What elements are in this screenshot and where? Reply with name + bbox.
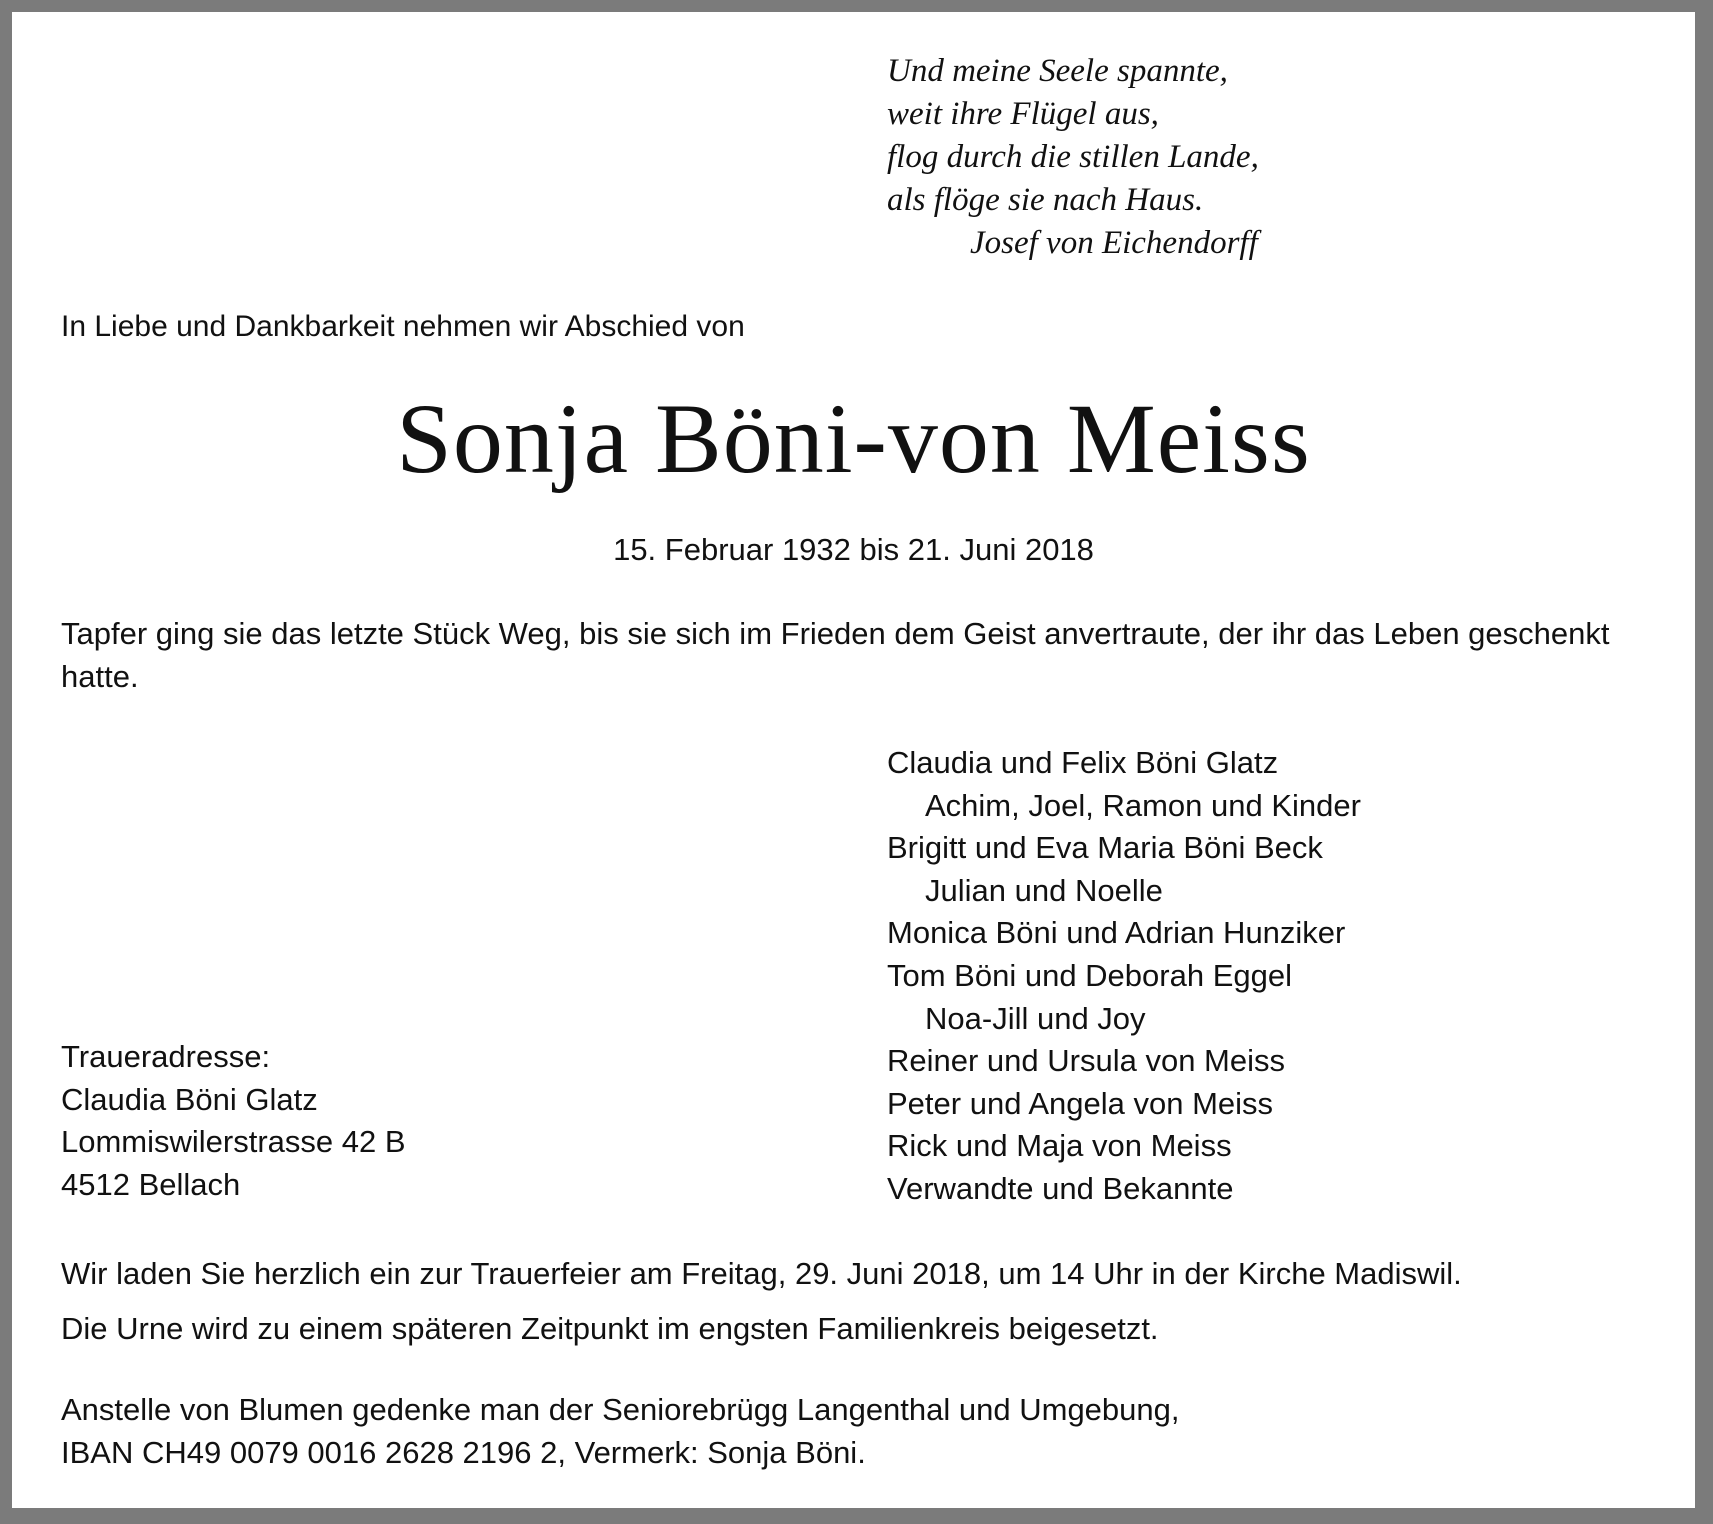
address-city: 4512 Bellach — [61, 1166, 241, 1202]
donation-iban: IBAN CH49 0079 0016 2628 2196 2, Vermerk: Sonja Böni. — [61, 1435, 866, 1470]
mourner-entry: Verwandte und Bekannte — [887, 1170, 1234, 1206]
obituary-notice — [12, 12, 1695, 1508]
mourning-address — [61, 1036, 661, 1206]
urn-notice: Die Urne wird zu einem späteren Zeitpunkt im engsten Familienkreis beigesetzt. — [61, 1311, 1159, 1346]
mourner-entry: Rick und Maja von Meiss — [887, 1128, 1232, 1164]
tribute-text: Tapfer ging sie das letzte Stück Weg, bis sie sich im Frieden dem Geist anvertraute, der ihr das Leben geschenkt hatte. — [61, 616, 1610, 694]
poem-author: Josef von Eichendorff — [970, 225, 1258, 261]
mourner-entry: Julian und Noelle — [925, 872, 1163, 908]
mourner-entry: Monica Böni und Adrian Hunziker — [887, 915, 1346, 951]
address-name: Claudia Böni Glatz — [61, 1081, 318, 1117]
address-street: Lommiswilerstrasse 42 B — [61, 1124, 406, 1160]
ceremony-invitation: Wir laden Sie herzlich ein zur Trauerfeier am Freitag, 29. Juni 2018, um 14 Uhr in der Kirche Madiswil. — [61, 1256, 1462, 1291]
poem-line: flog durch die stillen Lande, — [887, 139, 1259, 175]
address-label: Traueradresse: — [61, 1039, 271, 1074]
poem-block — [887, 50, 1367, 265]
intro-text: In Liebe und Dankbarkeit nehmen wir Abschied von — [61, 310, 745, 343]
invitation-block — [61, 1246, 1661, 1356]
mourner-entry: Noa-Jill und Joy — [925, 1000, 1146, 1036]
donation-text: Anstelle von Blumen gedenke man der Seniorebrügg Langenthal und Umgebung, — [61, 1392, 1180, 1427]
mourners-list — [887, 742, 1587, 1211]
mourner-entry: Tom Böni und Deborah Eggel — [887, 957, 1292, 993]
poem-line: als flöge sie nach Haus. — [887, 182, 1204, 218]
deceased-name: Sonja Böni-von Meiss — [396, 383, 1311, 494]
mourner-entry: Peter und Angela von Meiss — [887, 1085, 1274, 1121]
mourner-entry: Achim, Joel, Ramon und Kinder — [925, 787, 1361, 823]
poem-line: weit ihre Flügel aus, — [887, 96, 1159, 132]
life-dates: 15. Februar 1932 bis 21. Juni 2018 — [613, 532, 1094, 567]
mourner-entry: Reiner und Ursula von Meiss — [887, 1043, 1286, 1079]
donation-block — [61, 1388, 1661, 1474]
mourner-entry: Brigitt und Eva Maria Böni Beck — [887, 830, 1323, 866]
mourner-entry: Claudia und Felix Böni Glatz — [887, 745, 1279, 780]
poem-line: Und meine Seele spannte, — [887, 53, 1228, 89]
